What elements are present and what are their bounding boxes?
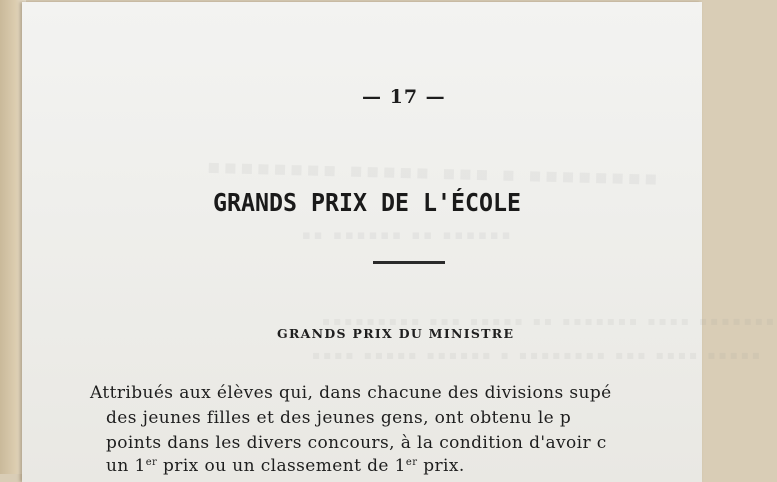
- body-text-line: points dans les divers concours, à la condition d'avoir c: [106, 433, 607, 453]
- body-text-line: des jeunes filles et des jeunes gens, ont obtenu le p: [106, 408, 572, 428]
- title-divider: [373, 261, 445, 264]
- show-through-text: ▪▪ ▪▪▪▪▪▪ ▪▪ ▪▪▪▪▪▪: [302, 228, 514, 243]
- section-heading: GRANDS PRIX DU MINISTRE: [277, 326, 515, 341]
- page-number: — 17 —: [362, 86, 446, 108]
- body-text-fragment: prix.: [417, 456, 465, 476]
- body-text-line: [106, 456, 465, 476]
- show-through-text: ▪▪▪▪▪▪▪▪▪ ▪▪▪ ▪▪▪▪▪ ▪▪ ▪▪▪▪▪▪▪ ▪▪▪▪ ▪▪▪▪▪▪▪: [322, 314, 777, 328]
- body-text-fragment: prix ou un classement de 1: [157, 456, 406, 476]
- show-through-text: ▪▪▪▪▪▪▪▪ ▪▪▪▪▪ ▪▪▪ ▪ ▪▪▪▪▪▪▪▪: [206, 154, 661, 190]
- body-text-fragment: un 1: [106, 456, 146, 476]
- superscript: er: [405, 457, 418, 468]
- body-text-line: Attribués aux élèves qui, dans chacune des divisions supé: [90, 383, 612, 403]
- superscript: er: [145, 457, 158, 468]
- page-title: GRANDS PRIX DE L'ÉCOLE: [213, 188, 521, 217]
- show-through-text: ▪▪▪▪ ▪▪▪▪▪ ▪▪▪▪▪▪ ▪ ▪▪▪▪▪▪▪▪ ▪▪▪ ▪▪▪▪ ▪▪▪▪▪: [312, 348, 764, 362]
